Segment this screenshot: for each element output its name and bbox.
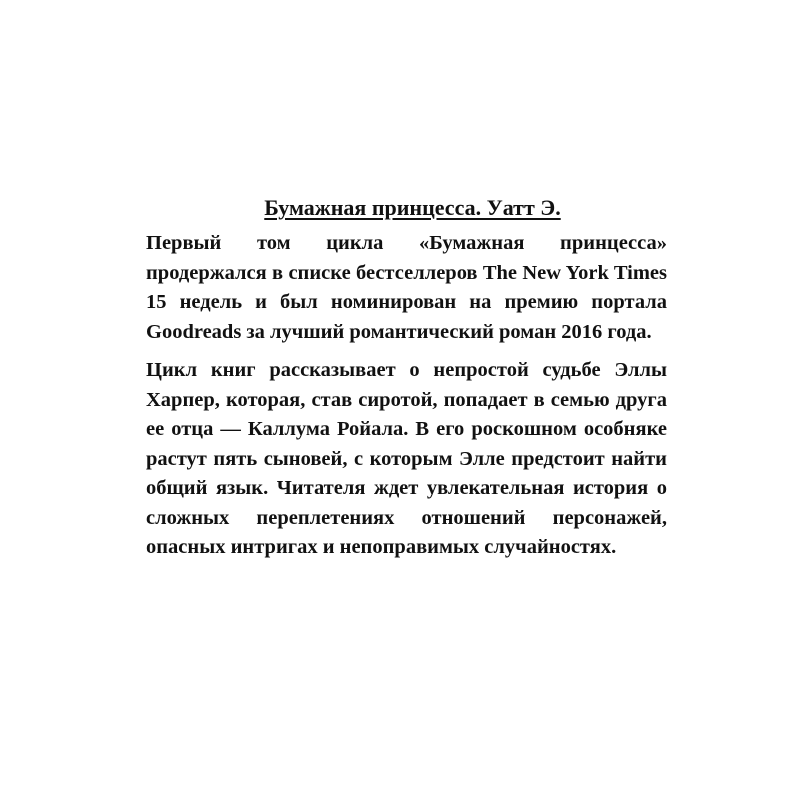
document-body (146, 193, 667, 563)
document-title: Бумажная принцесса. Уатт Э. (264, 195, 561, 220)
paragraph-plot: Цикл книг рассказывает о непростой судьбе Эллы Харпер, которая, став сиротой, попадает в семью друга ее отца — Каллума Ройала. В его роскошном особняке растут пять сыновей, с которым Элле предстоит найти общий язык. Читателя ждет увлекательная история о сложных переплетениях отношений персонажей, опасных интригах и непоправимых случайностях. (146, 359, 667, 558)
paragraph-intro: Первый том цикла «Бумажная принцесса» продержался в списке бестселлеров The New York Times 15 недель и был номинирован на премию портала Goodreads за лучший романтический роман 2016 года. (146, 232, 667, 343)
